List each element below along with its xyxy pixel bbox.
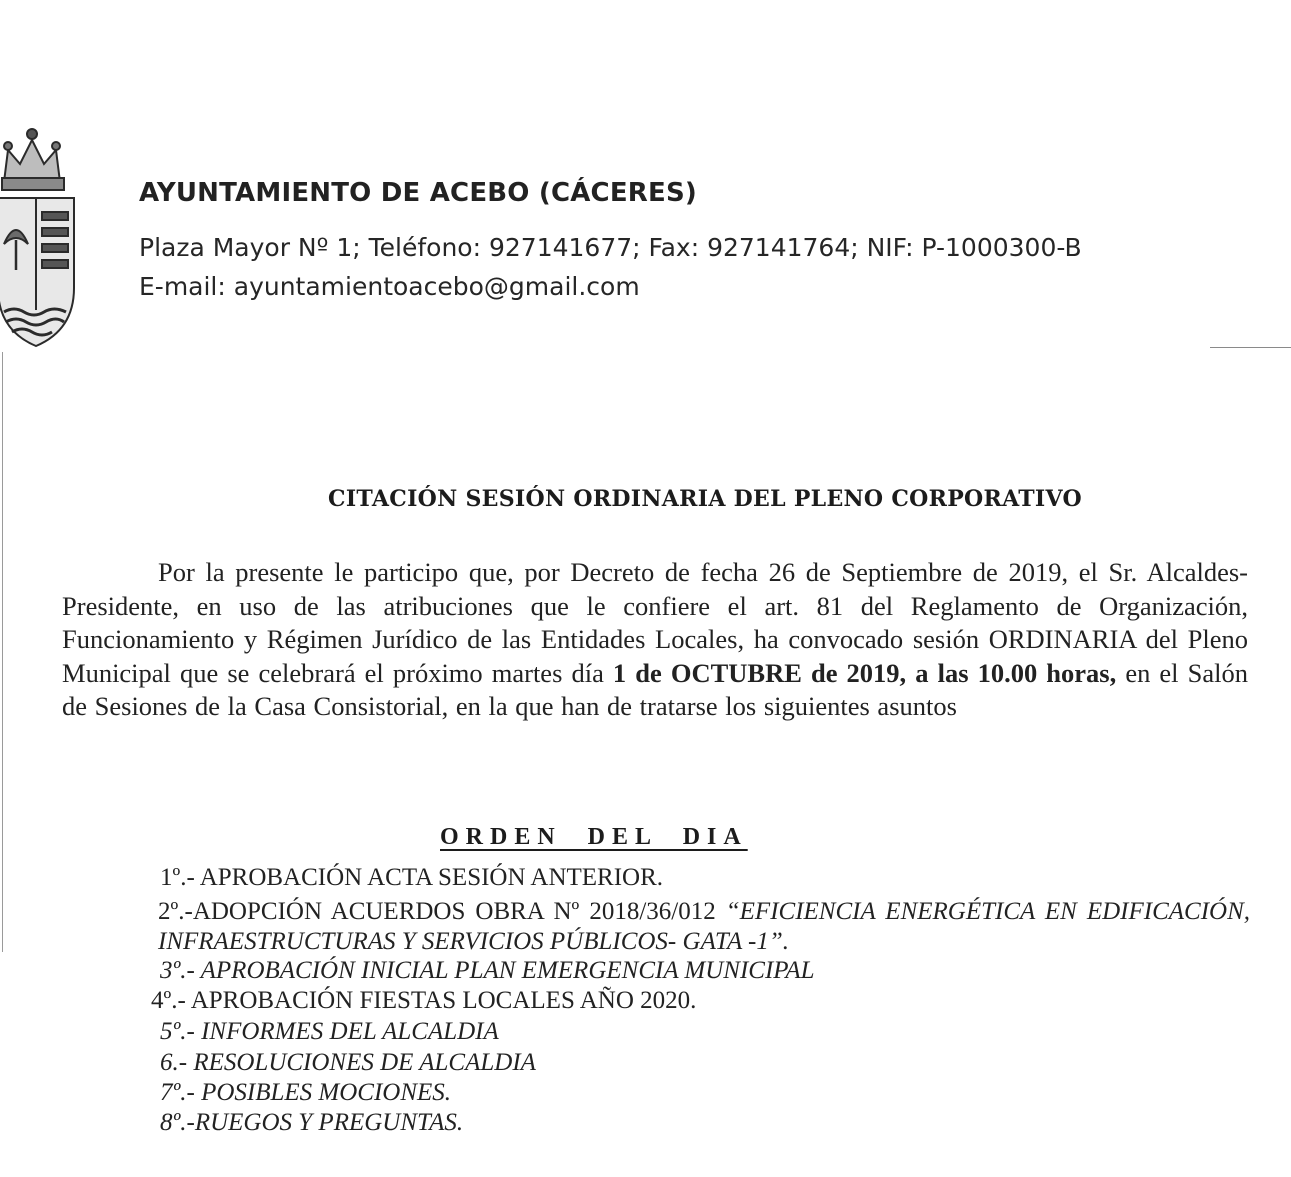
agenda-item-3: 3º.- APROBACIÓN INICIAL PLAN EMERGENCIA MUNICIPAL [160, 957, 815, 984]
organization-name: AYUNTAMIENTO DE ACEBO (CÁCERES) [139, 178, 697, 208]
agenda-item-2-prefix: 2º.-ADOPCIÓN ACUERDOS OBRA Nº 2018/36/012 [158, 898, 726, 925]
header-divider [1210, 347, 1291, 348]
agenda-item-2-title: “EFICIENCIA ENERGÉTICA EN EDIFICACIÓN, INFRAESTRUCTURAS Y SERVICIOS PÚBLICOS- GATA -1”. [158, 898, 1250, 955]
agenda-item-4: 4º.- APROBACIÓN FIESTAS LOCALES AÑO 2020. [151, 987, 697, 1014]
body-paragraph [62, 556, 1248, 724]
organization-address: Plaza Mayor Nº 1; Teléfono: 927141677; Fax: 927141764; NIF: P-1000300-B [139, 233, 1082, 262]
agenda-item-6: 6.- RESOLUCIONES DE ALCALDIA [160, 1049, 536, 1076]
agenda-item-2 [158, 897, 1250, 957]
agenda-item-1: 1º.- APROBACIÓN ACTA SESIÓN ANTERIOR. [160, 864, 664, 891]
margin-line [2, 352, 3, 952]
agenda-item-7: 7º.- POSIBLES MOCIONES. [160, 1079, 452, 1106]
municipal-coat-of-arms-icon [0, 120, 82, 352]
document-title: CITACIÓN SESIÓN ORDINARIA DEL PLENO CORPORATIVO [328, 486, 1082, 512]
meeting-date: 1 de OCTUBRE de 2019, a las 10.00 horas, [612, 657, 1117, 688]
agenda-item-5: 5º.- INFORMES DEL ALCALDIA [160, 1018, 499, 1045]
agenda-heading: ORDEN DEL DIA [440, 824, 748, 850]
body-text-before: Por la presente le participo que, por Decreto de fecha 26 de Septiembre de 2019, el Sr. Alcaldes-Presidente, en uso de las atribuciones que le confiere el art. 81 del Reglamento de Organización, Funcionamiento y Régimen Jurídico de las Entidades Locales, ha convocado sesión ORDINARIA del Pleno Municipal que se celebrará el próximo martes día [62, 557, 1248, 688]
body-text-after: en el Salón de Sesiones de la Casa Consistorial, en la que han de tratarse los siguientes asuntos [62, 657, 1248, 721]
organization-email: E-mail: ayuntamientoacebo@gmail.com [139, 272, 640, 301]
agenda-item-8: 8º.-RUEGOS Y PREGUNTAS. [160, 1109, 464, 1136]
